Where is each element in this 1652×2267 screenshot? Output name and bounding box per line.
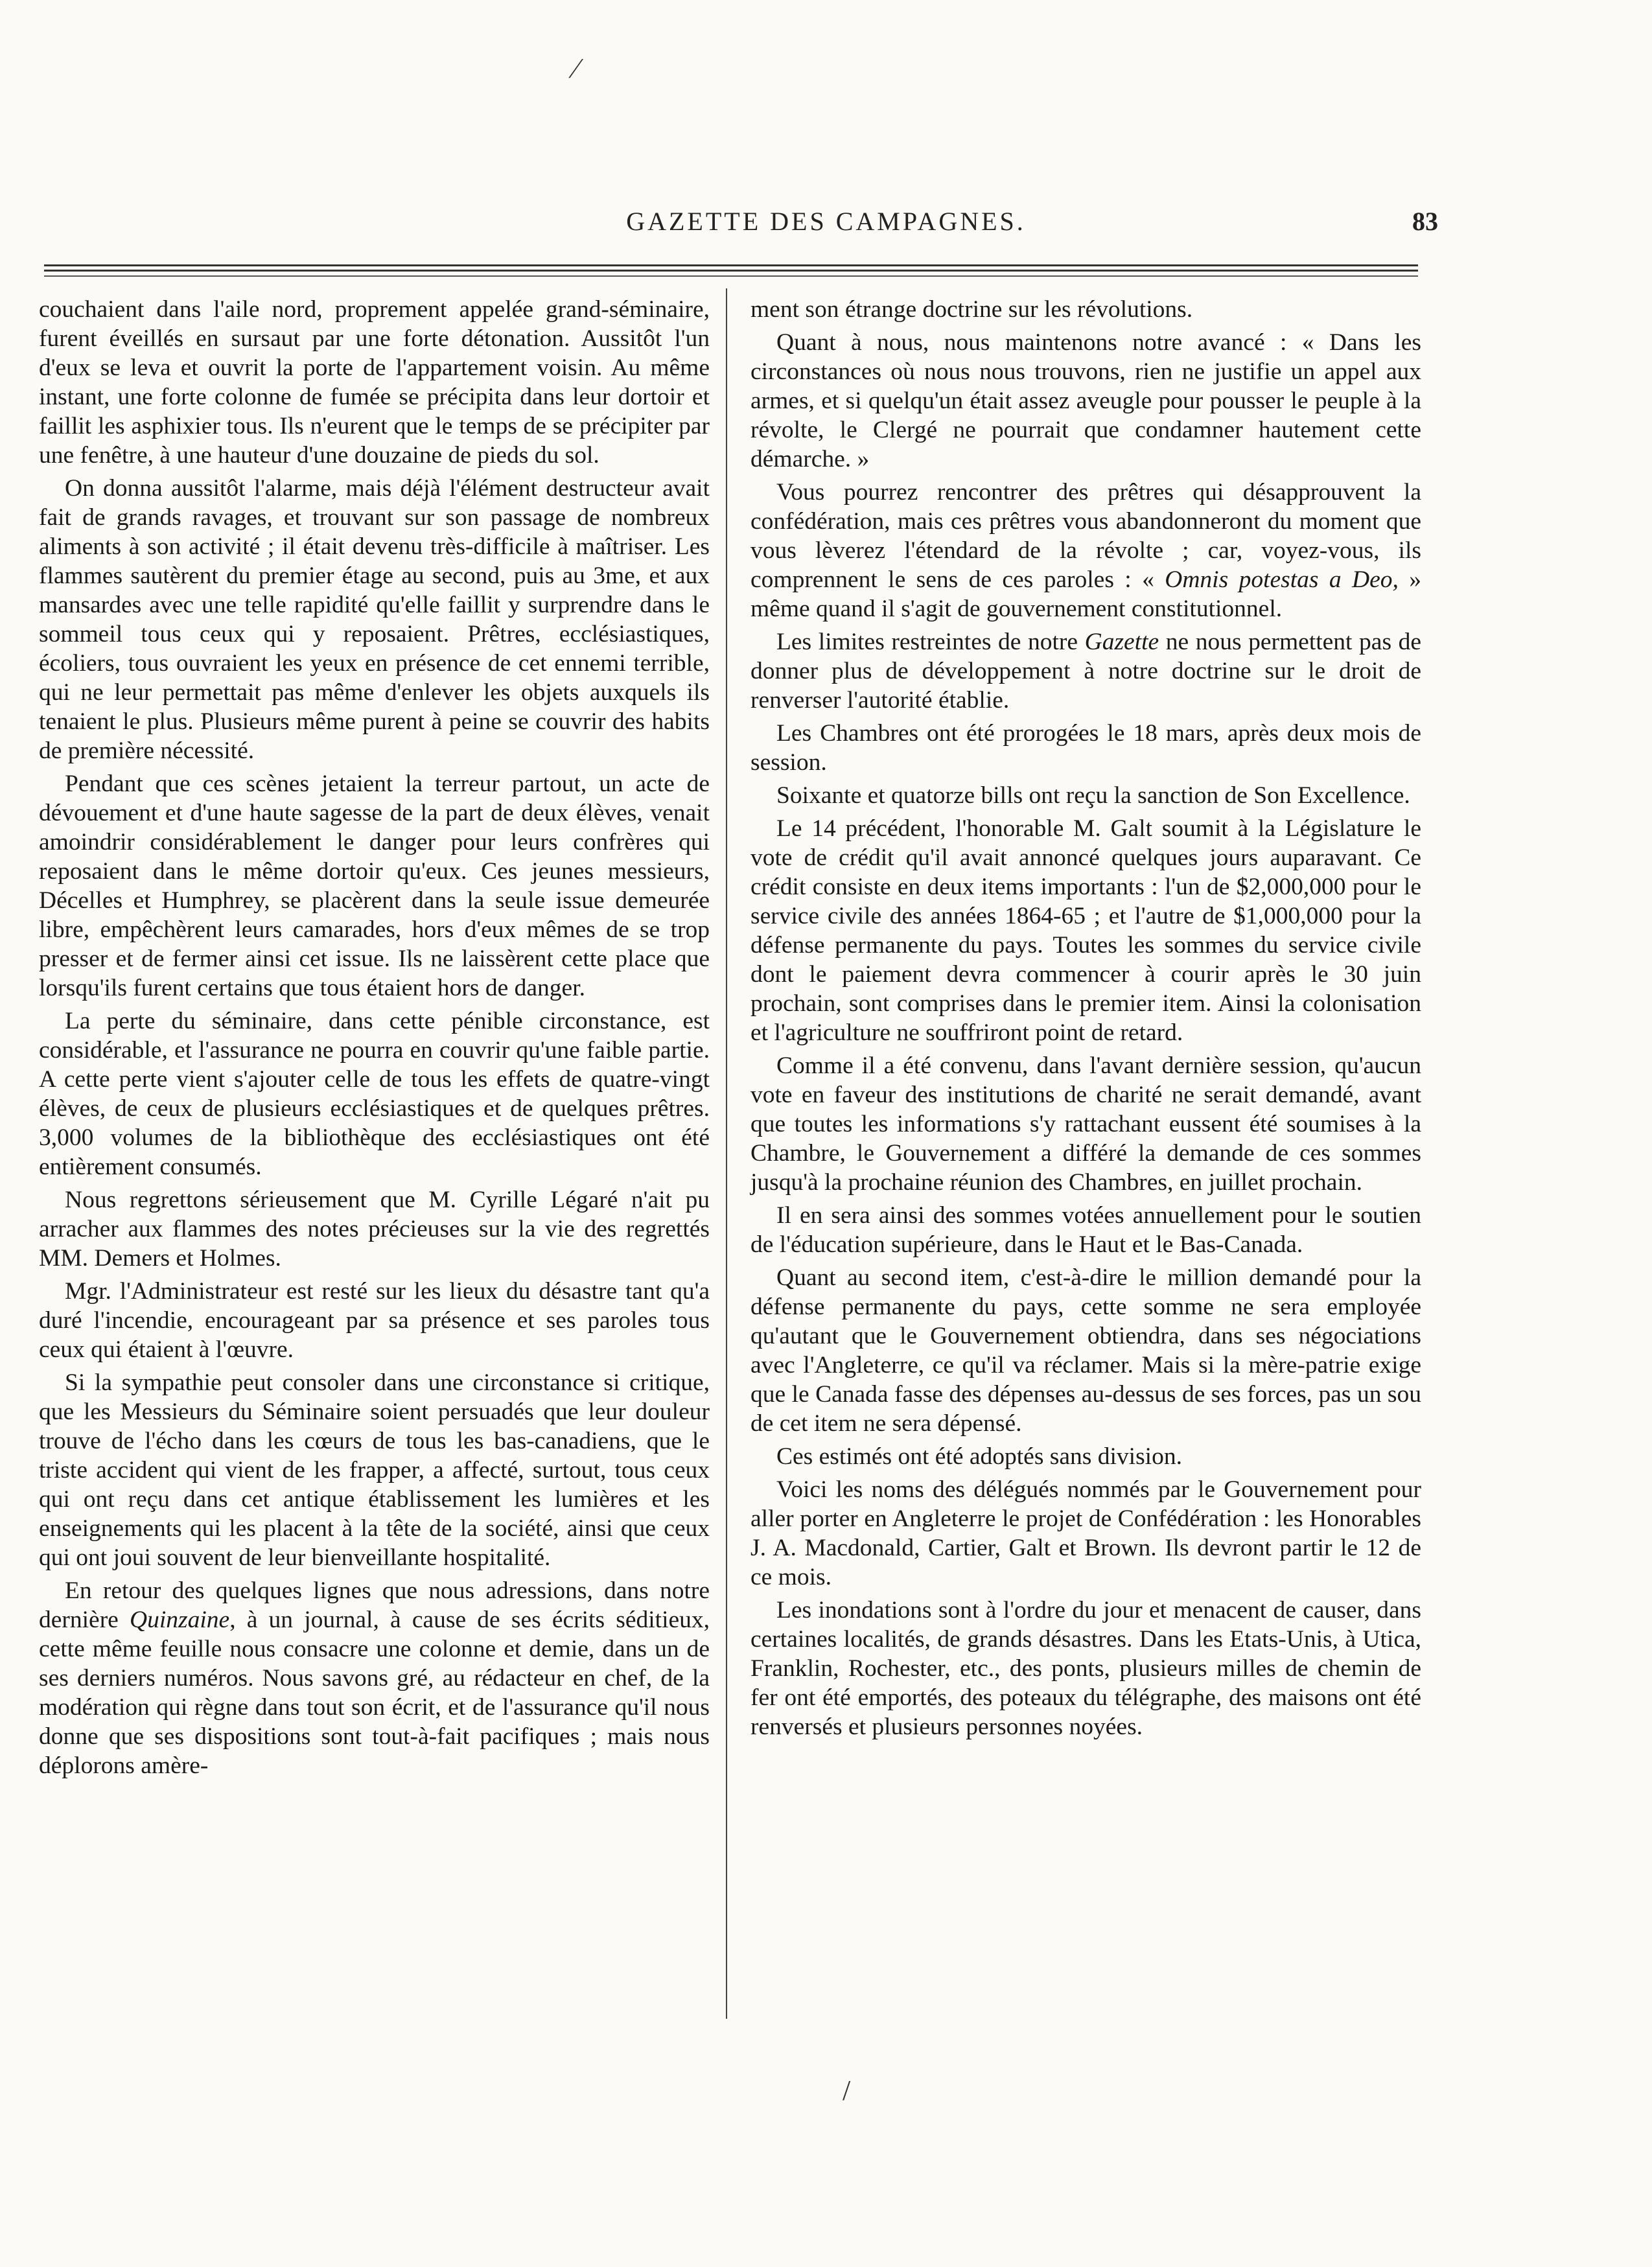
- left-paragraph-2: On donna aussitôt l'alarme, mais déjà l'élément destructeur avait fait de grands ravages, et trouvant sur son passage de nombreux aliments à son activité ; il était devenu très-difficile à maîtriser. Les flammes sautèrent du premier étage au second, puis au 3me, et aux mansardes avec une telle rapidité qu'elle faillit y surprendre dans le sommeil tous ceux qui y reposaient. Prêtres, ecclésiastiques, écoliers, tous ouvraient les yeux en présence de cet ennemi terrible, qui ne leur permettait pas même d'enlever les objets auxquels ils tenaient le plus. Plusieurs même purent à peine se couvrir des habits de première nécessité.: [39, 475, 710, 764]
- journal-title: GAZETTE DES CAMPAGNES.: [626, 207, 1026, 236]
- right-paragraph-12: Voici les noms des délégués nommés par le Gouvernement pour aller porter en Angleterre le projet de Confédération : les Honorables J. A. Macdonald, Cartier, Galt et Brown. Ils devront partir le 12 de ce mois.: [750, 1476, 1421, 1590]
- left-paragraph-7: Si la sympathie peut consoler dans une circonstance si critique, que les Messieurs du Séminaire soient persuadés que leur douleur trouve de l'écho dans les cœurs de tous les bas-canadiens, que le triste accident qui vient de les frapper, a affecté, surtout, tous ceux qui ont reçu dans cet antique établissement les lumières et les enseignements qui les placent à la tête de la société, ainsi que ceux qui ont joui souvent de leur bienveillante hospitalité.: [39, 1369, 710, 1571]
- right-paragraph-6: Soixante et quatorze bills ont reçu la sanction de Son Excellence.: [776, 782, 1410, 809]
- right-paragraph-4-end: ne nous permettent pas de donner plus de développement à notre doctrine sur le droit de renverser l'autorité établie.: [750, 629, 1421, 714]
- left-paragraph-8-start: En retour des quelques lignes que nous adressions, dans notre dernière: [39, 1577, 710, 1633]
- page-number: 83: [1412, 207, 1438, 236]
- right-paragraph-2: Quant à nous, nous maintenons notre avancé : « Dans les circonstances où nous nous trouvons, rien ne justifie un appel aux armes, et si quelqu'un était assez aveugle pour pousser le peuple à la révolte, le Clergé ne pourrait que condamner hautement cette démarche. »: [750, 329, 1421, 472]
- stray-mark-bottom: /: [843, 2075, 851, 2106]
- right-paragraph-4: [750, 627, 1421, 715]
- stray-mark-top: ⁄: [574, 52, 579, 84]
- left-paragraph-6: Mgr. l'Administrateur est resté sur les lieux du désastre tant qu'a duré l'incendie, encourageant par sa présence et ses paroles tous ceux qui étaient à l'œuvre.: [39, 1278, 710, 1363]
- left-paragraph-4: La perte du séminaire, dans cette pénible circonstance, est considérable, et l'assurance ne pourra en couvrir qu'une faible partie. A cette perte vient s'ajouter celle de tous les effets de quatre-vingt élèves, de ceux de plusieurs ecclésiastiques et de quelques prêtres. 3,000 volumes de la bibliothèque des ecclésiastiques ont été entièrement consumés.: [39, 1008, 710, 1180]
- right-paragraph-5: Les Chambres ont été prorogées le 18 mars, après deux mois de session.: [750, 720, 1421, 776]
- right-paragraph-9: Il en sera ainsi des sommes votées annuellement pour le soutien de l'éducation supérieure, dans le Haut et le Bas-Canada.: [750, 1202, 1421, 1258]
- right-paragraph-3-italic: Omnis potestas a Deo,: [1165, 566, 1399, 593]
- right-paragraph-7: Le 14 précédent, l'honorable M. Galt soumit à la Législature le vote de crédit qu'il avait annoncé quelques jours auparavant. Ce crédit consiste en deux items importants : l'un de $2,000,000 pour le service civile des années 1864-65 ; et l'autre de $1,000,000 pour la défense permanente du pays. Toutes les sommes du service civile dont le paiement devra commencer à courir après le 30 juin prochain, sont comprises dans le premier item. Ainsi la colonisation et l'agriculture ne souffriront point de retard.: [750, 815, 1421, 1046]
- header-thin-rule: [44, 275, 1418, 277]
- left-column: [39, 295, 710, 1784]
- left-paragraph-5: Nous regrettons sérieusement que M. Cyrille Légaré n'ait pu arracher aux flammes des notes précieuses sur la vie des regrettés MM. Demers et Holmes.: [39, 1187, 710, 1272]
- header-double-rule: [44, 264, 1418, 272]
- left-paragraph-8-italic: Quinzaine: [130, 1607, 230, 1633]
- right-paragraph-11: Ces estimés ont été adoptés sans division.: [776, 1443, 1182, 1470]
- right-paragraph-1: ment son étrange doctrine sur les révolutions.: [750, 296, 1193, 323]
- right-paragraph-10: Quant au second item, c'est-à-dire le million demandé pour la défense permanente du pays, cette somme ne sera employée qu'autant que le Gouvernement obtiendra, dans ses négociations avec l'Angleterre, ce qu'il va réclamer. Mais si la mère-patrie exige que le Canada fasse des dépenses au-dessus de ses forces, pas un sou de cet item ne sera dépensé.: [750, 1264, 1421, 1437]
- right-paragraph-3: [750, 478, 1421, 623]
- page-header: [0, 206, 1652, 245]
- right-paragraph-3-start: Vous pourrez rencontrer des prêtres qui désapprouvent la confédération, mais ces prêtres vous abandonneront du moment que vous lèverez l'étendard de la révolte ; car, voyez-vous, ils comprennent le sens de ces paroles : «: [750, 479, 1421, 593]
- left-paragraph-8-end: , à un journal, à cause de ses écrits séditieux, cette même feuille nous consacre une colonne et demie, dans un de ses derniers numéros. Nous savons gré, au rédacteur en chef, de la modération qui règne dans tout son écrit, et de l'assurance qu'il nous donne que ses dispositions sont tout-à-fait pacifiques ; mais nous déplorons amère-: [39, 1607, 710, 1779]
- right-column: [750, 295, 1421, 1745]
- left-paragraph-3: Pendant que ces scènes jetaient la terreur partout, un acte de dévouement et d'une haute sagesse de la part de deux élèves, venait amoindrir considérablement le danger pour leurs confrères qui reposaient dans le même dortoir qu'eux. Ces jeunes messieurs, Décelles et Humphrey, se placèrent dans la seule issue demeurée libre, empêchèrent leurs camarades, hors d'eux mêmes de se trop presser et de fermer ainsi cet issue. Ils ne laissèrent cette place que lorsqu'ils furent certains que tous étaient hors de danger.: [39, 771, 710, 1001]
- right-paragraph-8: Comme il a été convenu, dans l'avant dernière session, qu'aucun vote en faveur des institutions de charité ne serait demandé, avant que toutes les informations s'y rattachant eussent été soumises à la Chambre, le Gouvernement a différé la demande de ces sommes jusqu'à la prochaine réunion des Chambres, en juillet prochain.: [750, 1052, 1421, 1196]
- right-paragraph-4-start: Les limites restreintes de notre: [776, 629, 1085, 655]
- right-paragraph-3-end: » même quand il s'agit de gouvernement constitutionnel.: [750, 566, 1421, 622]
- left-paragraph-8: [39, 1576, 710, 1780]
- right-paragraph-4-italic: Gazette: [1084, 629, 1159, 655]
- right-paragraph-13: Les inondations sont à l'ordre du jour et menacent de causer, dans certaines localités, de grands désastres. Dans les Etats-Unis, à Utica, Franklin, Rochester, etc., des ponts, plusieurs milles de chemin de fer ont été emportés, des poteaux du télégraphe, des maisons ont été renversés et plusieurs personnes noyées.: [750, 1597, 1421, 1740]
- column-divider: [726, 288, 727, 2019]
- left-paragraph-1: couchaient dans l'aile nord, proprement appelée grand-séminaire, furent éveillés en sursaut par une forte détonation. Aussitôt l'un d'eux se leva et ouvrit la porte de l'appartement voisin. Au même instant, une forte colonne de fumée se précipita dans leur dortoir et faillit les asphixier tous. Ils n'eurent que le temps de se précipiter par une fenêtre, à une hauteur d'une douzaine de pieds du sol.: [39, 296, 710, 469]
